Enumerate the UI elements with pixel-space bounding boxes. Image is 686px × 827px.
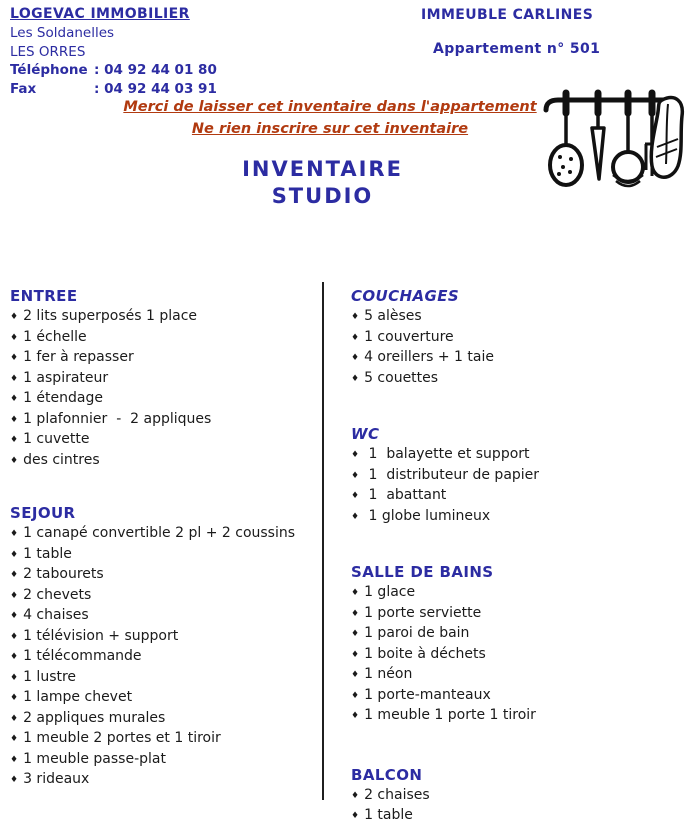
item-text: 1 meuble 2 portes et 1 tiroir bbox=[23, 730, 221, 746]
item-text: 2 appliques murales bbox=[23, 709, 166, 726]
item-text: 1 lampe chevet bbox=[23, 689, 133, 705]
inventory-item bbox=[351, 645, 677, 666]
item-text: 1 aspirateur bbox=[23, 369, 109, 386]
inventory-item bbox=[10, 348, 316, 369]
diamond-bullet-icon: ♦ bbox=[10, 652, 19, 662]
inventory-section-wc bbox=[351, 423, 677, 527]
item-text: 2 chevets bbox=[23, 586, 92, 603]
diamond-bullet-icon: ♦ bbox=[10, 373, 19, 384]
diamond-bullet-icon: ♦ bbox=[10, 353, 19, 363]
inventory-item bbox=[10, 565, 316, 586]
item-text: 5 alèses bbox=[364, 308, 422, 324]
inventory-item bbox=[351, 507, 677, 528]
building-block bbox=[421, 7, 600, 57]
agency-block bbox=[10, 5, 217, 99]
diamond-bullet-icon: ♦ bbox=[351, 470, 360, 481]
inventory-item bbox=[10, 328, 316, 349]
diamond-bullet-icon: ♦ bbox=[10, 435, 19, 445]
diamond-bullet-icon: ♦ bbox=[10, 590, 19, 601]
inventory-item bbox=[351, 604, 677, 625]
item-text: 1 télévision + support bbox=[23, 627, 179, 644]
inventory-section-balcon bbox=[351, 764, 677, 827]
contact-lines bbox=[10, 61, 217, 99]
inventory-item bbox=[10, 770, 316, 791]
inventory-item bbox=[351, 369, 677, 390]
inventory-item bbox=[351, 466, 677, 487]
page-title bbox=[0, 156, 645, 210]
item-text: 1 paroi de bain bbox=[364, 625, 470, 641]
inventory-item bbox=[351, 686, 677, 707]
diamond-bullet-icon: ♦ bbox=[10, 611, 19, 621]
item-text: 1 couverture bbox=[364, 328, 454, 345]
contact-line bbox=[10, 61, 217, 80]
inventory-item bbox=[10, 750, 316, 771]
section-heading: SALLE DE BAINS bbox=[351, 563, 494, 581]
diamond-bullet-icon: ♦ bbox=[351, 649, 360, 660]
diamond-bullet-icon: ♦ bbox=[351, 711, 360, 721]
item-text: 2 tabourets bbox=[23, 566, 104, 582]
diamond-bullet-icon: ♦ bbox=[351, 608, 360, 619]
diamond-bullet-icon: ♦ bbox=[10, 455, 19, 466]
contact-number: : 04 92 44 03 91 bbox=[94, 81, 217, 98]
inventory-section-salle-de-bains bbox=[351, 561, 677, 727]
agency-city: LES ORRES bbox=[10, 43, 86, 60]
inventory-item bbox=[10, 389, 316, 410]
item-text: 2 chaises bbox=[364, 786, 430, 803]
inventory-item bbox=[351, 348, 677, 369]
inventory-item bbox=[10, 307, 316, 328]
inventory-item bbox=[10, 410, 316, 431]
column-divider bbox=[322, 282, 324, 800]
section-heading: WC bbox=[351, 425, 380, 443]
building-name: IMMEUBLE CARLINES bbox=[421, 7, 594, 23]
item-text: 1 télécommande bbox=[23, 648, 142, 664]
inventory-item bbox=[10, 688, 316, 709]
diamond-bullet-icon: ♦ bbox=[10, 713, 19, 724]
notice-line-1: Merci de laisser cet inventaire dans l'appartement bbox=[123, 99, 537, 115]
inventory-item bbox=[10, 647, 316, 668]
diamond-bullet-icon: ♦ bbox=[10, 734, 19, 744]
diamond-bullet-icon: ♦ bbox=[10, 549, 19, 560]
diamond-bullet-icon: ♦ bbox=[10, 775, 19, 785]
inventory-item bbox=[10, 668, 316, 689]
inventory-item bbox=[351, 486, 677, 507]
item-text: 1 canapé convertible 2 pl + 2 coussins bbox=[23, 525, 296, 541]
section-heading: SEJOUR bbox=[10, 504, 76, 522]
diamond-bullet-icon: ♦ bbox=[10, 570, 19, 580]
inventory-item bbox=[351, 786, 677, 807]
inventory-item bbox=[351, 583, 677, 604]
inventory-item bbox=[10, 606, 316, 627]
diamond-bullet-icon: ♦ bbox=[351, 353, 360, 363]
inventory-item bbox=[351, 328, 677, 349]
item-text: 1 néon bbox=[364, 666, 413, 682]
contact-label: Téléphone bbox=[10, 62, 88, 79]
inventory-item bbox=[10, 729, 316, 750]
diamond-bullet-icon: ♦ bbox=[10, 414, 19, 425]
item-text: 1 distributeur de papier bbox=[364, 466, 540, 483]
agency-name: LOGEVAC IMMOBILIER bbox=[10, 6, 190, 22]
diamond-bullet-icon: ♦ bbox=[10, 332, 19, 343]
inventory-item bbox=[10, 627, 316, 648]
diamond-bullet-icon: ♦ bbox=[351, 690, 360, 701]
right-column bbox=[351, 285, 677, 827]
inventory-item bbox=[351, 445, 677, 466]
title-line-2: STUDIO bbox=[271, 184, 374, 208]
notice-line-2: Ne rien inscrire sur cet inventaire bbox=[191, 120, 469, 137]
item-text: 1 fer à repasser bbox=[23, 349, 134, 365]
item-text: 1 abattant bbox=[364, 487, 447, 503]
inventory-item bbox=[10, 709, 316, 730]
item-text: 5 couettes bbox=[364, 369, 439, 386]
item-text: 1 meuble passe-plat bbox=[23, 750, 166, 767]
inventory-item bbox=[351, 307, 677, 328]
inventory-item bbox=[10, 545, 316, 566]
inventory-section-couchages bbox=[351, 285, 677, 389]
item-text: 1 globe lumineux bbox=[364, 507, 491, 524]
diamond-bullet-icon: ♦ bbox=[351, 588, 360, 598]
left-column bbox=[10, 285, 316, 791]
section-heading: BALCON bbox=[351, 765, 423, 784]
item-text: 1 table bbox=[23, 545, 72, 562]
item-text: 1 boite à déchets bbox=[364, 645, 486, 662]
agency-residence: Les Soldanelles bbox=[10, 24, 115, 41]
apartment-number: Appartement n° 501 bbox=[433, 41, 601, 57]
diamond-bullet-icon: ♦ bbox=[351, 511, 360, 522]
diamond-bullet-icon: ♦ bbox=[10, 693, 19, 703]
inventory-item bbox=[10, 451, 316, 472]
inventory-item bbox=[351, 806, 677, 827]
item-text: 1 lustre bbox=[23, 668, 77, 685]
item-text: des cintres bbox=[23, 451, 100, 468]
item-text: 1 cuvette bbox=[23, 431, 90, 447]
section-heading: COUCHAGES bbox=[351, 287, 460, 305]
diamond-bullet-icon: ♦ bbox=[351, 811, 360, 821]
diamond-bullet-icon: ♦ bbox=[351, 491, 360, 501]
diamond-bullet-icon: ♦ bbox=[351, 790, 360, 801]
diamond-bullet-icon: ♦ bbox=[10, 754, 19, 765]
inventory-section-entree bbox=[10, 285, 316, 471]
diamond-bullet-icon: ♦ bbox=[10, 394, 19, 404]
item-text: 1 meuble 1 porte 1 tiroir bbox=[364, 707, 536, 723]
inventory-item bbox=[10, 369, 316, 390]
inventory-item bbox=[351, 665, 677, 686]
inventory-item bbox=[351, 624, 677, 645]
inventory-item bbox=[10, 586, 316, 607]
inventory-section-sejour bbox=[10, 502, 316, 791]
diamond-bullet-icon: ♦ bbox=[351, 332, 360, 343]
title-line-1: INVENTAIRE bbox=[242, 157, 403, 181]
diamond-bullet-icon: ♦ bbox=[351, 312, 360, 322]
item-text: 4 chaises bbox=[23, 607, 89, 623]
item-text: 4 oreillers + 1 taie bbox=[364, 349, 494, 365]
inventory-item bbox=[10, 524, 316, 545]
diamond-bullet-icon: ♦ bbox=[10, 672, 19, 683]
diamond-bullet-icon: ♦ bbox=[351, 629, 360, 639]
item-text: 2 lits superposés 1 place bbox=[23, 308, 197, 324]
item-text: 1 étendage bbox=[23, 390, 103, 406]
item-text: 1 glace bbox=[364, 584, 416, 600]
diamond-bullet-icon: ♦ bbox=[10, 529, 19, 539]
section-heading: ENTREE bbox=[10, 287, 78, 305]
inventory-item bbox=[351, 706, 677, 727]
item-text: 1 plafonnier - 2 appliques bbox=[23, 410, 212, 427]
item-text: 1 table bbox=[364, 807, 413, 823]
item-text: 1 porte serviette bbox=[364, 604, 482, 621]
inventory-item bbox=[10, 430, 316, 451]
diamond-bullet-icon: ♦ bbox=[351, 373, 360, 384]
diamond-bullet-icon: ♦ bbox=[10, 312, 19, 322]
item-text: 3 rideaux bbox=[23, 771, 90, 787]
contact-number: : 04 92 44 01 80 bbox=[94, 62, 217, 79]
item-text: 1 porte-manteaux bbox=[364, 686, 491, 703]
diamond-bullet-icon: ♦ bbox=[351, 450, 360, 460]
item-text: 1 balayette et support bbox=[364, 446, 530, 462]
diamond-bullet-icon: ♦ bbox=[10, 631, 19, 642]
item-text: 1 échelle bbox=[23, 328, 87, 345]
contact-label: Fax bbox=[10, 81, 37, 98]
diamond-bullet-icon: ♦ bbox=[351, 670, 360, 680]
